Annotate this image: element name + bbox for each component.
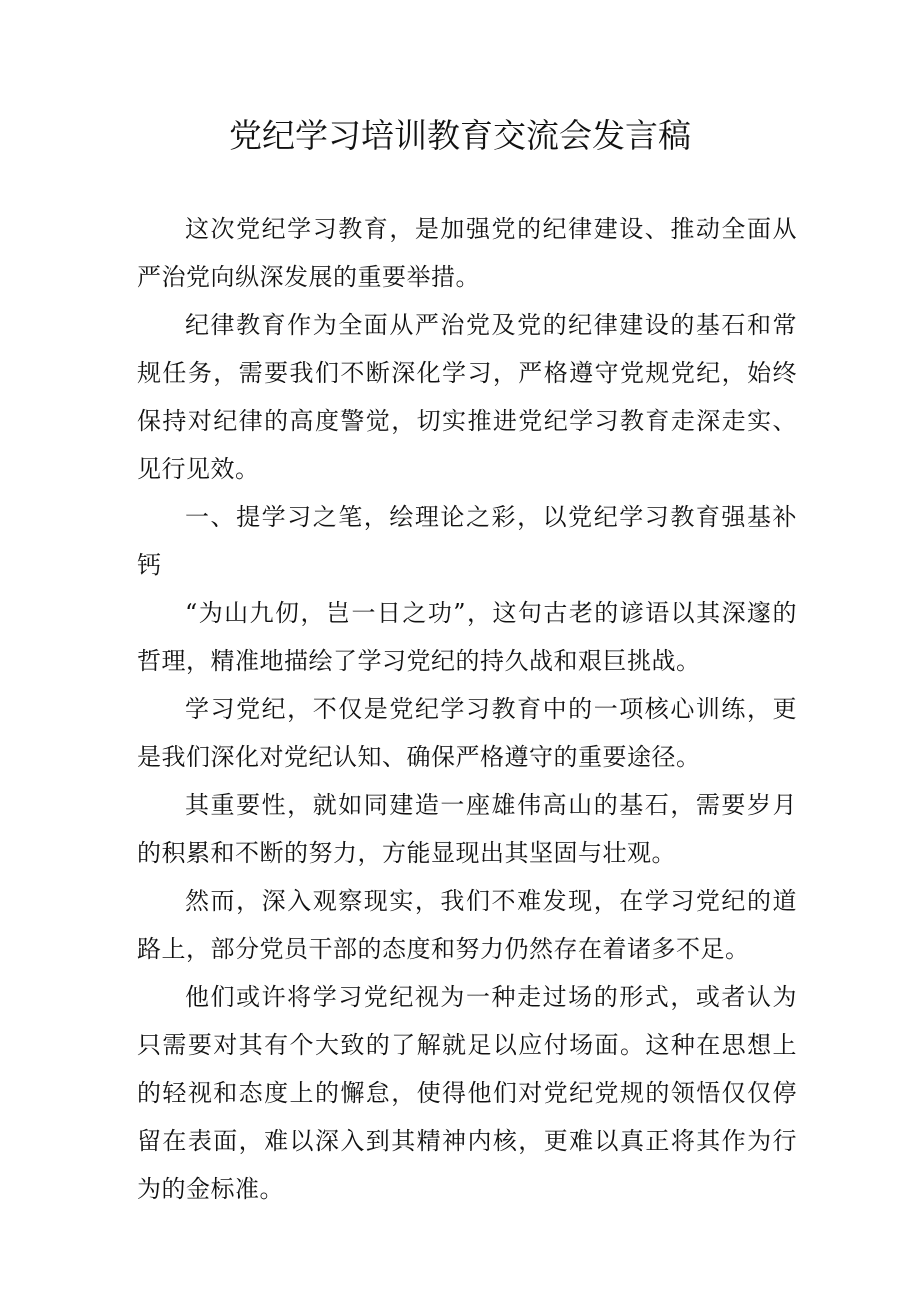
document-title: 党纪学习培训教育交流会发言稿 <box>229 116 691 155</box>
paragraph-6: 然而，深入观察现实，我们不难发现，在学习党纪的道路上，部分党员干部的态度和努力仍然存在着诸多不足。 <box>137 887 797 963</box>
paragraph-5: 其重要性，就如同建造一座雄伟高山的基石，需要岁月的积累和不断的努力，方能显现出其坚固与壮观。 <box>137 791 797 867</box>
paragraph-2: 纪律教育作为全面从严治党及党的纪律建设的基石和常规任务，需要我们不断深化学习，严格遵守党规党纪，始终保持对纪律的高度警觉，切实推进党纪学习教育走深走实、见行见效。 <box>137 311 797 483</box>
paragraph-7: 他们或许将学习党纪视为一种走过场的形式，或者认为只需要对其有个大致的了解就足以应付场面。这种在思想上的轻视和态度上的懈怠，使得他们对党纪党规的领悟仅仅停留在表面，难以深入到其精神内核，更难以真正将其作为行为的金标准。 <box>137 983 797 1203</box>
document-body <box>137 205 797 1213</box>
paragraph-1: 这次党纪学习教育，是加强党的纪律建设、推动全面从严治党向纵深发展的重要举措。 <box>137 215 797 291</box>
paragraph-3: “为山九仞，岂一日之功”，这句古老的谚语以其深邃的哲理，精准地描绘了学习党纪的持久战和艰巨挑战。 <box>137 599 797 675</box>
paragraph-4: 学习党纪，不仅是党纪学习教育中的一项核心训练，更是我们深化对党纪认知、确保严格遵守的重要途径。 <box>137 695 797 771</box>
section-heading-1: 一、提学习之笔，绘理论之彩，以党纪学习教育强基补钙 <box>137 503 797 579</box>
